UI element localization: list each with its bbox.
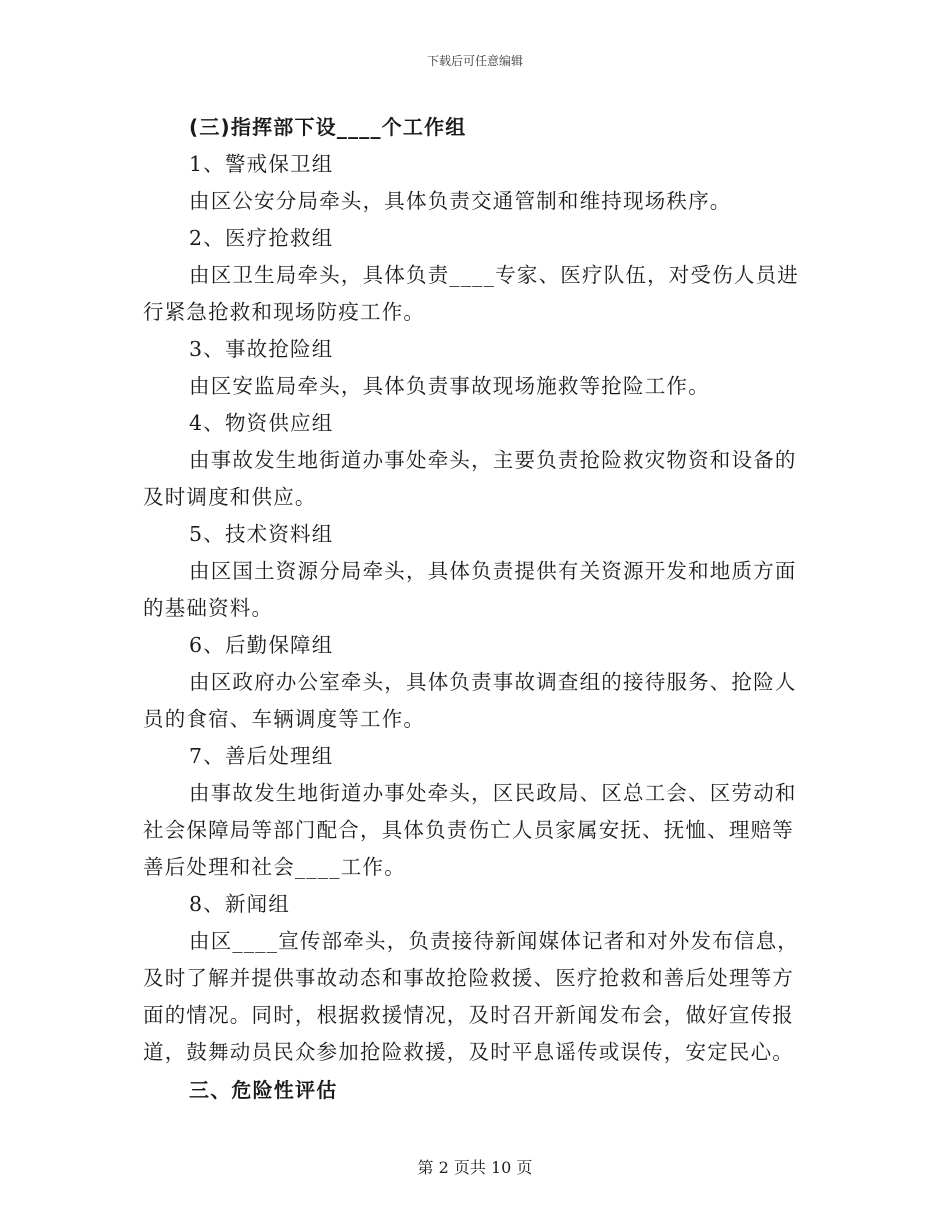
paragraph-line: 社会保障局等部门配合，具体负责伤亡人员家属安抚、抚恤、理赔等 bbox=[143, 818, 794, 842]
group-title-1: 1、警戒保卫组 bbox=[189, 152, 334, 176]
paragraph-line: 由区____宣传部牵头，负责接待新闻媒体记者和对外发布信息， bbox=[189, 929, 799, 953]
paragraph-line: 面的情况。同时，根据救援情况，及时召开新闻发布会，做好宣传报 bbox=[143, 1003, 794, 1027]
paragraph-line: 由区卫生局牵头，具体负责____专家、医疗队伍，对受伤人员进 bbox=[189, 263, 799, 287]
group-title-4: 4、物资供应组 bbox=[189, 411, 334, 435]
page-number: 第 2 页共 10 页 bbox=[417, 1158, 533, 1177]
paragraph-line: 由区国土资源分局牵头，具体负责提供有关资源开发和地质方面 bbox=[189, 559, 797, 583]
group-title-7: 7、善后处理组 bbox=[189, 744, 334, 768]
group-title-2: 2、医疗抢救组 bbox=[189, 226, 334, 250]
section-heading: (三)指挥部下设____个工作组 bbox=[189, 115, 467, 139]
document-body bbox=[143, 108, 803, 1109]
paragraph-line: 道，鼓舞动员民众参加抢险救援，及时平息谣传或误传，安定民心。 bbox=[143, 1040, 794, 1064]
paragraph-line: 的基础资料。 bbox=[143, 596, 274, 620]
next-section-heading: 三、危险性评估 bbox=[189, 1078, 338, 1102]
page-header-note: 下载后可任意编辑 bbox=[426, 54, 523, 68]
group-title-6: 6、后勤保障组 bbox=[189, 633, 334, 657]
paragraph-line: 行紧急抢救和现场防疫工作。 bbox=[143, 300, 426, 324]
group-title-5: 5、技术资料组 bbox=[189, 522, 334, 546]
paragraph-line: 由区安监局牵头，具体负责事故现场施救等抢险工作。 bbox=[189, 374, 710, 398]
paragraph-line: 由事故发生地街道办事处牵头，主要负责抢险救灾物资和设备的 bbox=[189, 448, 797, 472]
paragraph-line: 及时调度和供应。 bbox=[143, 485, 317, 509]
paragraph-line: 由区政府办公室牵头，具体负责事故调查组的接待服务、抢险人 bbox=[189, 670, 797, 694]
paragraph-line: 及时了解并提供事故动态和事故抢险救援、医疗抢救和善后处理等方 bbox=[143, 966, 794, 990]
group-title-3: 3、事故抢险组 bbox=[189, 337, 334, 361]
group-title-8: 8、新闻组 bbox=[189, 892, 291, 916]
paragraph-line: 由事故发生地街道办事处牵头，区民政局、区总工会、区劳动和 bbox=[189, 781, 797, 805]
paragraph-line: 员的食宿、车辆调度等工作。 bbox=[143, 707, 426, 731]
paragraph-line: 由区公安分局牵头，具体负责交通管制和维持现场秩序。 bbox=[189, 189, 732, 213]
paragraph-line: 善后处理和社会____工作。 bbox=[143, 855, 406, 879]
